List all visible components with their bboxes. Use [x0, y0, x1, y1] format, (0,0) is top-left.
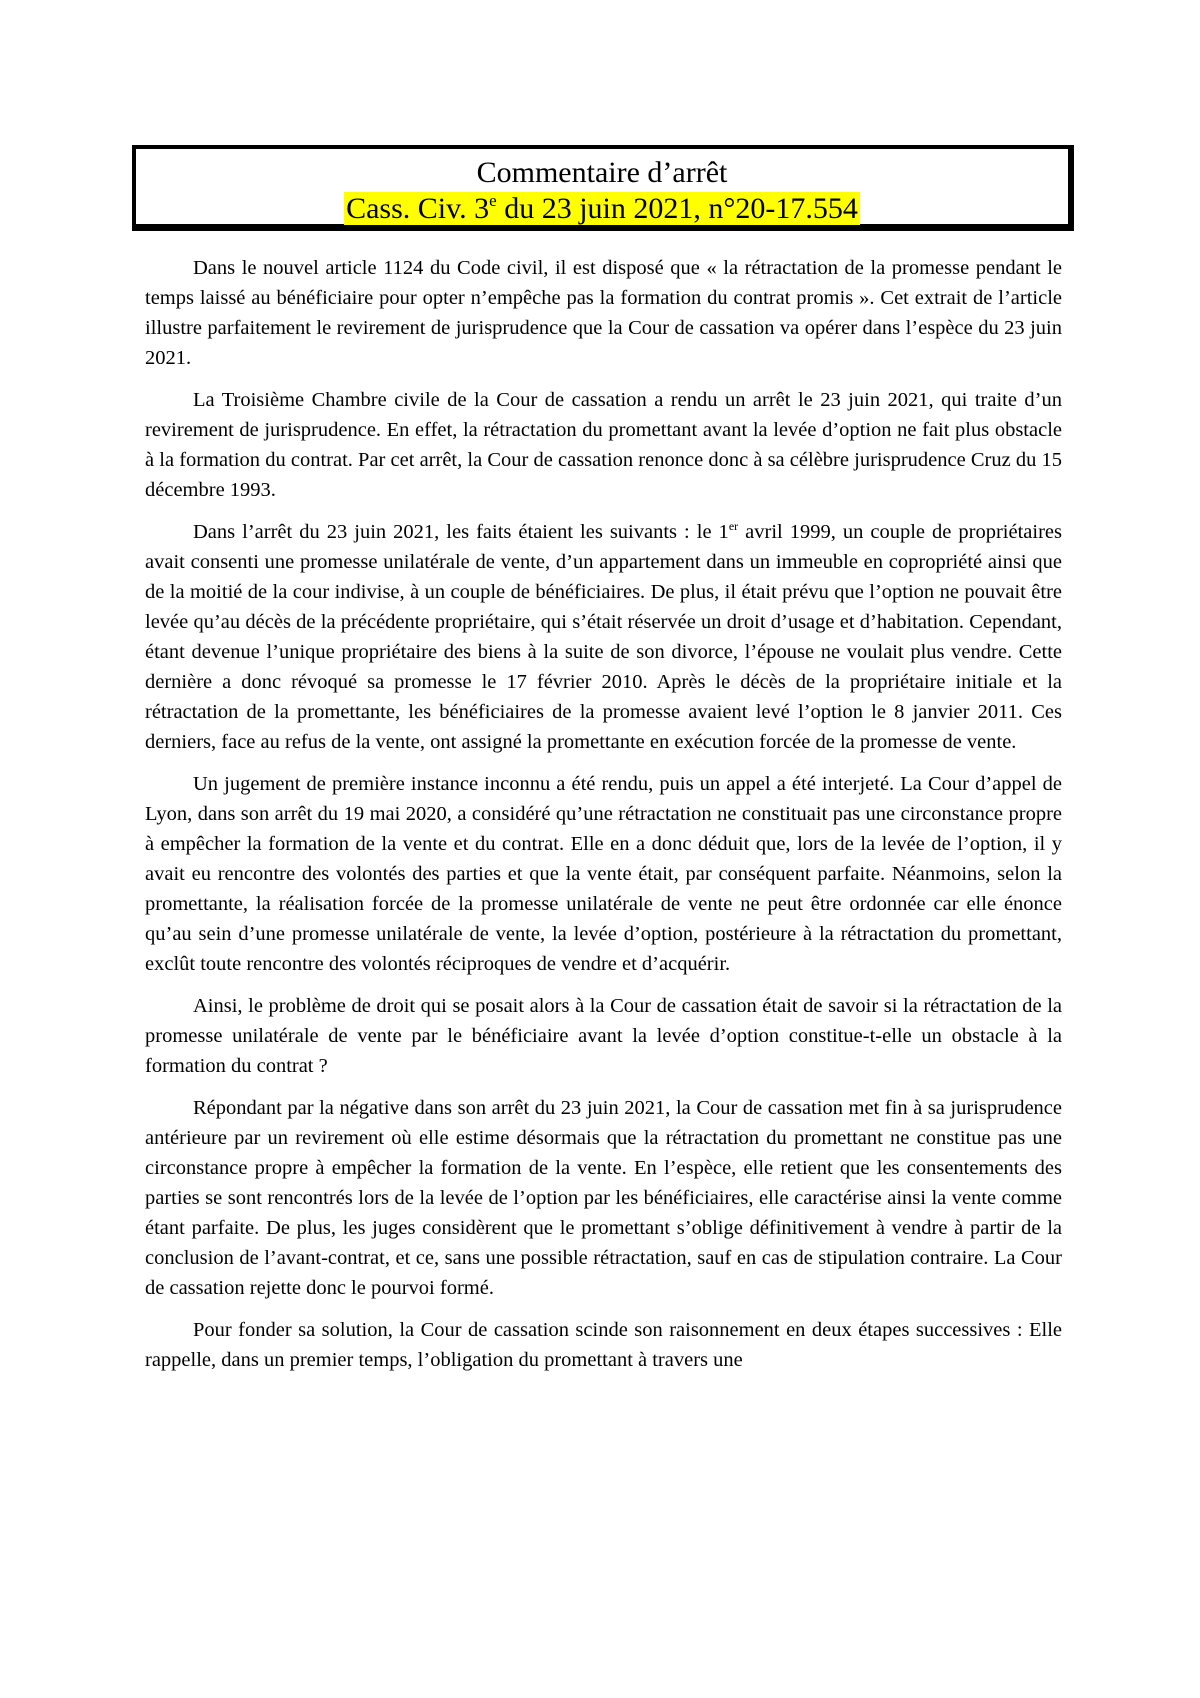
- subtitle-suffix: du 23 juin 2021, n°20-17.554: [496, 192, 858, 225]
- paragraph-3-start: Dans l’arrêt du 23 juin 2021, les faits étaient les suivants : le 1: [193, 521, 729, 543]
- subtitle-superscript: e: [489, 191, 497, 210]
- paragraph-3: [145, 517, 1062, 757]
- paragraph-3-end: avril 1999, un couple de propriétaires avait consenti une promesse unilatérale de vente, d’un appartement dans un immeuble en copropriété ainsi que de la moitié de la cour indivise, à un couple de bénéficiaires. De plus, il était prévu que l’option ne pouvait être levée qu’au décès de la précédente propriétaire, qui s’était réservée un droit d’usage et d’habitation. Cependant, étant devenue l’unique propriétaire des biens à la suite de son divorce, l’épouse ne voulait plus vendre. Cette dernière a donc révoqué sa promesse le 17 février 2010. Après le décès de la propriétaire initiale et la rétractation de la promettante, les bénéficiaires de la promesse avaient levé l’option le 8 janvier 2011. Ces derniers, face au refus de la vente, ont assigné la promettante en exécution forcée de la promesse de vente.: [145, 521, 1062, 753]
- subtitle-highlight: [344, 192, 860, 225]
- subtitle-prefix: Cass. Civ. 3: [346, 192, 490, 225]
- paragraph-4: Un jugement de première instance inconnu a été rendu, puis un appel a été interjeté. La Cour d’appel de Lyon, dans son arrêt du 19 mai 2020, a considéré qu’une rétractation ne constituait pas une circonstance propre à empêcher la formation de la vente et du contrat. Elle en a donc déduit que, lors de la levée de l’option, il y avait eu rencontre des volontés des parties et que la vente était, par conséquent parfaite. Néanmoins, selon la promettante, la réalisation forcée de la promesse unilatérale de vente ne peut être ordonnée car elle énonce qu’au sein d’une promesse unilatérale de vente, la levée d’option, postérieure à la rétractation du promettant, exclût toute rencontre des volontés réciproques de vendre et d’acquérir.: [145, 773, 1062, 975]
- paragraph-3-superscript: er: [728, 519, 739, 534]
- paragraph-1: Dans le nouvel article 1124 du Code civil, il est disposé que « la rétractation de la promesse pendant le temps laissé au bénéficiaire pour opter n’empêche pas la formation du contrat promis ». Cet extrait de l’article illustre parfaitement le revirement de jurisprudence que la Cour de cassation va opérer dans l’espèce du 23 juin 2021.: [145, 257, 1062, 369]
- document-title: Commentaire d’arrêt: [476, 156, 728, 189]
- title-box: [132, 145, 1074, 231]
- document-subtitle: [136, 191, 1068, 227]
- document-body: [145, 253, 1062, 1387]
- paragraph-6: Répondant par la négative dans son arrêt du 23 juin 2021, la Cour de cassation met fin à sa jurisprudence antérieure par un revirement où elle estime désormais que la rétractation du promettant ne constitue pas une circonstance propre à empêcher la formation de la vente. En l’espèce, elle retient que les consentements des parties se sont rencontrés lors de la levée de l’option par les bénéficiaires, elle caractérise ainsi la vente comme étant parfaite. De plus, les juges considèrent que le promettant s’oblige définitivement à vendre à partir de la conclusion de l’avant-contrat, et ce, sans une possible rétractation, sauf en cas de stipulation contraire. La Cour de cassation rejette donc le pourvoi formé.: [145, 1097, 1062, 1299]
- paragraph-5: Ainsi, le problème de droit qui se posait alors à la Cour de cassation était de savoir si la rétractation de la promesse unilatérale de vente par le bénéficiaire avant la levée d’option constitue-t-elle un obstacle à la formation du contrat ?: [145, 995, 1062, 1077]
- paragraph-7: Pour fonder sa solution, la Cour de cassation scinde son raisonnement en deux étapes successives : Elle rappelle, dans un premier temps, l’obligation du promettant à travers une: [145, 1319, 1062, 1371]
- paragraph-2: La Troisième Chambre civile de la Cour de cassation a rendu un arrêt le 23 juin 2021, qui traite d’un revirement de jurisprudence. En effet, la rétractation du promettant avant la levée d’option ne fait plus obstacle à la formation du contrat. Par cet arrêt, la Cour de cassation renonce donc à sa célèbre jurisprudence Cruz du 15 décembre 1993.: [145, 389, 1062, 501]
